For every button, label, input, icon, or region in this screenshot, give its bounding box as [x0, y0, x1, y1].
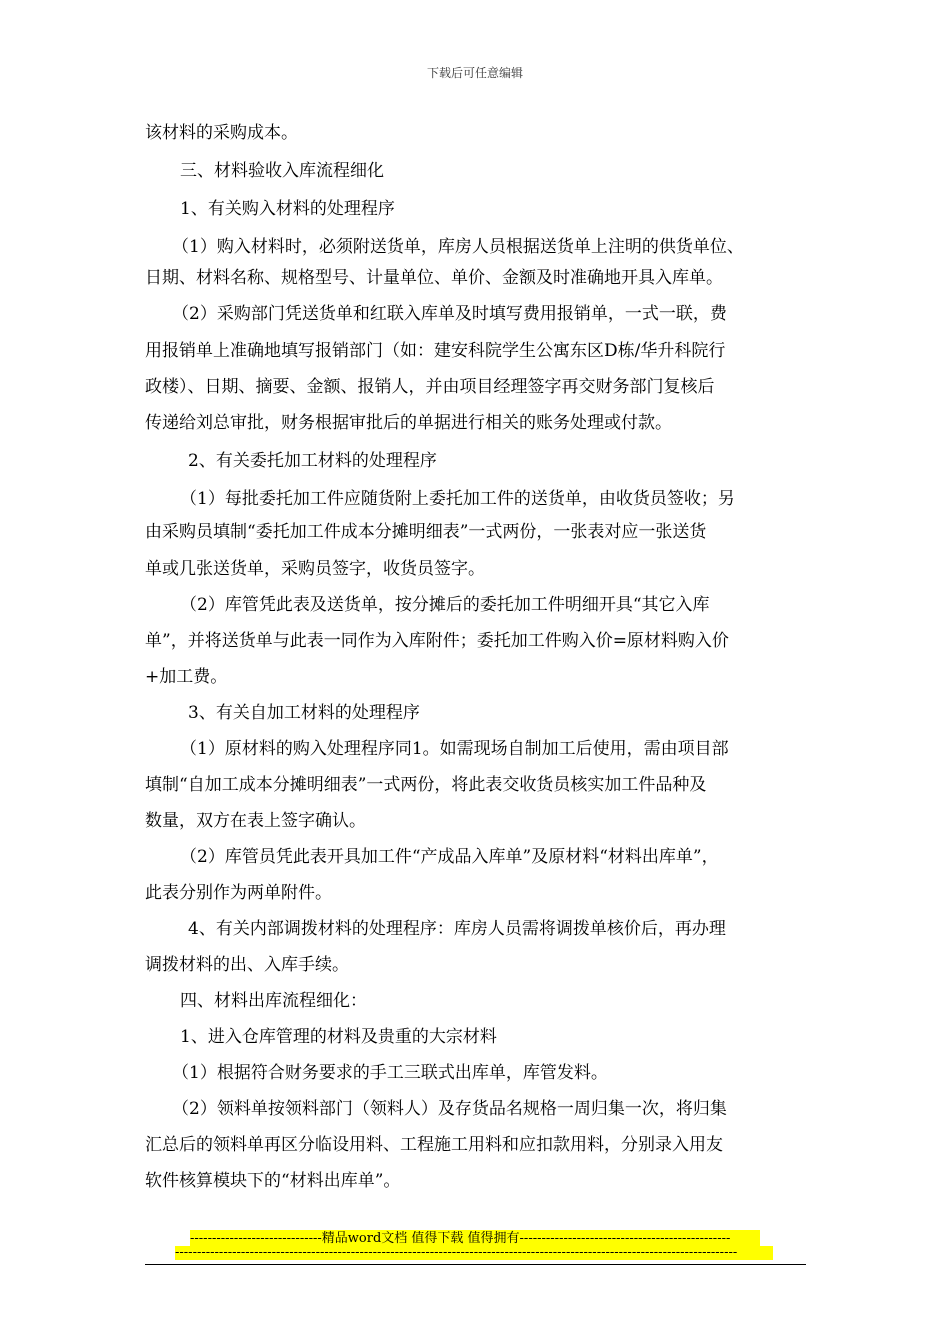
section-heading: 三、材料验收入库流程细化: [180, 161, 384, 181]
paragraph-line: （1）购入材料时，必须附送货单，库房人员根据送货单上注明的供货单位、: [172, 237, 744, 257]
page-header: 下载后可任意编辑: [426, 66, 523, 80]
paragraph-line: （2）采购部门凭送货单和红联入库单及时填写费用报销单，一式一联，费: [172, 304, 727, 324]
paragraph-line: 传递给刘总审批，财务根据审批后的单据进行相关的账务处理或付款。: [145, 413, 672, 433]
paragraph-line: 该材料的采购成本。: [145, 123, 298, 143]
paragraph-line: 此表分别作为两单附件。: [145, 883, 332, 903]
paragraph-line: （2）库管员凭此表开具加工件“产成品入库单”及原材料“材料出库单”，: [180, 847, 719, 867]
subsection-heading: 1、有关购入材料的处理程序: [180, 199, 395, 219]
paragraph-line: （1）原材料的购入处理程序同1。如需现场自制加工后使用，需由项目部: [180, 739, 729, 759]
subsection-heading: 1、进入仓库管理的材料及贵重的大宗材料: [180, 1027, 497, 1047]
subsection-heading: 2、有关委托加工材料的处理程序: [188, 451, 437, 471]
footer-banner: ------------------------------精品word文档 值得下载 值得拥有------------------------------------------------: [190, 1230, 760, 1248]
paragraph-line: 汇总后的领料单再区分临设用料、工程施工用料和应扣款用料，分别录入用友: [145, 1135, 723, 1155]
section-heading: 四、材料出库流程细化：: [180, 991, 367, 1011]
subsection-heading: 3、有关自加工材料的处理程序: [188, 703, 420, 723]
footer-divider: [145, 1264, 806, 1265]
paragraph-line: 软件核算模块下的“材料出库单”。: [145, 1171, 401, 1191]
paragraph-line: 由采购员填制“委托加工件成本分摊明细表”一式两份，一张表对应一张送货: [145, 522, 707, 542]
paragraph-line: 数量，双方在表上签字确认。: [145, 811, 366, 831]
paragraph-line: （1）根据符合财务要求的手工三联式出库单，库管发料。: [172, 1063, 608, 1083]
footer-dashes: --------------------------------------------------------------------------------------------------------------------------------: [175, 1246, 773, 1260]
paragraph-line: 用报销单上准确地填写报销部门（如：建安科院学生公寓东区D栋/华升科院行: [145, 341, 726, 361]
paragraph-line: （1）每批委托加工件应随货附上委托加工件的送货单，由收货员签收；另: [180, 489, 735, 509]
paragraph-line: 单”，并将送货单与此表一同作为入库附件；委托加工件购入价=原材料购入价: [145, 631, 729, 651]
paragraph-line: 单或几张送货单，采购员签字，收货员签字。: [145, 559, 485, 579]
paragraph-line: +加工费。: [145, 667, 228, 687]
paragraph-line: 4、有关内部调拨材料的处理程序：库房人员需将调拨单核价后，再办理: [188, 919, 726, 939]
paragraph-line: 日期、材料名称、规格型号、计量单位、单价、金额及时准确地开具入库单。: [145, 268, 723, 288]
paragraph-line: （2）领料单按领料部门（领料人）及存货品名规格一周归集一次，将归集: [172, 1099, 727, 1119]
paragraph-line: 填制“自加工成本分摊明细表”一式两份，将此表交收货员核实加工件品种及: [145, 775, 707, 795]
paragraph-line: 调拨材料的出、入库手续。: [145, 955, 349, 975]
paragraph-line: 政楼）、日期、摘要、金额、报销人，并由项目经理签字再交财务部门复核后: [145, 377, 715, 397]
paragraph-line: （2）库管凭此表及送货单，按分摊后的委托加工件明细开具“其它入库: [180, 595, 710, 615]
